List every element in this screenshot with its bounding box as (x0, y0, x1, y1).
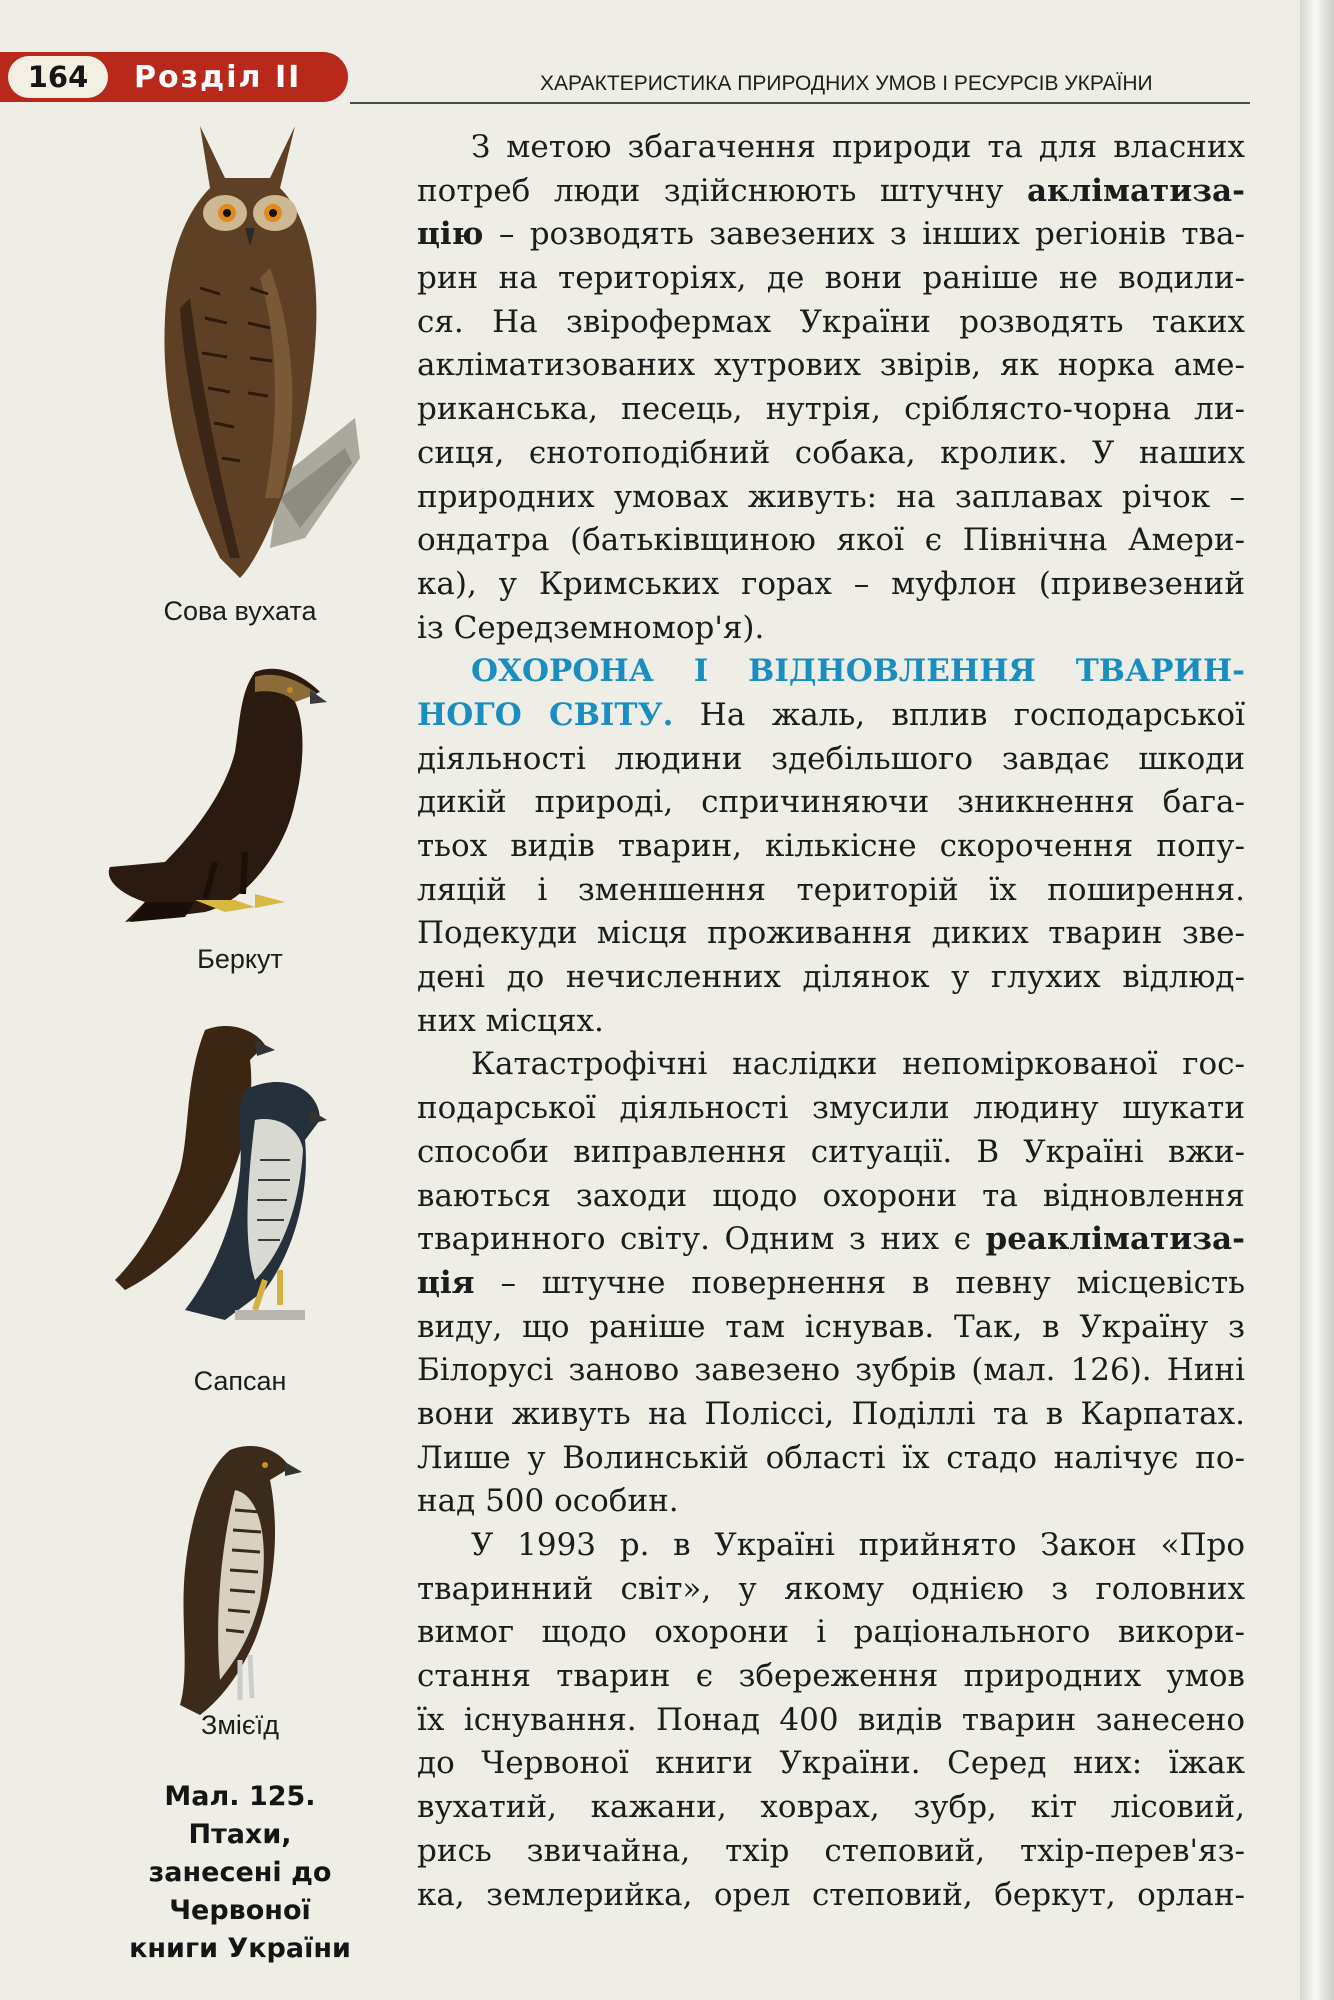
text-line: вимог щодо охорони і раціонального викори- (417, 1614, 1245, 1651)
text-line: ондатра (батьківщиною якої є Північна Амери- (417, 522, 1245, 559)
eagle-icon (105, 662, 355, 932)
text-line: подарської діяльності змусили людину шукати (417, 1090, 1245, 1127)
figure-caption-line: книги України (129, 1933, 351, 1964)
text-line: них місцях. (417, 1002, 604, 1039)
running-title: ХАРАКТЕРИСТИКА ПРИРОДНИХ УМОВ І РЕСУРСІВ УКРАЇНИ (540, 72, 1153, 95)
text-line: способи виправлення ситуації. В Україні вжи- (417, 1133, 1245, 1170)
owl-icon (130, 118, 360, 588)
text-line: акліматизованих хутрових звірів, як норка аме- (417, 347, 1245, 384)
text-line: діяльності людини здебільшого завдає шкоди (417, 740, 1245, 777)
section-label: Розділ II (134, 60, 302, 95)
text-line: цію – розводять завезених з інших регіонів тва- (417, 216, 1245, 253)
text-line: ляцій і зменшення територій їх поширення. (417, 871, 1245, 908)
header-rule (350, 102, 1250, 104)
text-line: із Середземномор'я). (417, 609, 765, 646)
text-line: виду, що раніше там існував. Так, в Україну з (417, 1308, 1245, 1345)
page-edge (1300, 0, 1334, 2000)
text-line: ка, землерийка, орел степовий, беркут, орлан- (417, 1876, 1245, 1913)
text-line: вони живуть на Поліссі, Поділлі та в Карпатах. (417, 1395, 1245, 1432)
bird-caption-eagle: Беркут (197, 944, 283, 974)
bird-caption-falcon: Сапсан (193, 1366, 287, 1396)
text-line: НОГО СВІТУ. На жаль, вплив господарської (417, 696, 1245, 733)
bird-caption-hawk: Змієїд (201, 1710, 279, 1740)
text-line: вухатий, кажани, ховрах, зубр, кіт лісовий, (417, 1789, 1245, 1826)
page-number: 164 (8, 56, 108, 98)
falcon-icon (105, 1020, 335, 1330)
text-line: природних умовах живуть: на заплавах річок – (417, 478, 1245, 515)
text-line: Лише у Волинській області їх стадо налічує по- (417, 1439, 1245, 1476)
text-line: тваринний світ», у якому однією з головних (417, 1570, 1245, 1607)
figure-caption-line: Птахи, (188, 1819, 292, 1850)
body-text (417, 126, 1245, 1917)
text-line: дикій природі, спричиняючи зникнення бага- (417, 784, 1245, 821)
text-line: тьох видів тварин, кількісне скорочення попу- (417, 828, 1245, 864)
text-line: стання тварин є збереження природних умов (417, 1658, 1245, 1695)
text-line: їх існування. Понад 400 видів тварин занесено (417, 1701, 1245, 1738)
text-line: до Червоної книги України. Серед них: їжак (417, 1745, 1245, 1782)
text-line: ваються заходи щодо охорони та відновлення (417, 1177, 1245, 1214)
figure-caption-line: занесені до (148, 1857, 332, 1888)
text-line: ка), у Кримських горах – муфлон (привезений (417, 565, 1245, 602)
hawk-icon (140, 1440, 310, 1720)
figure-caption-line: Червоної (169, 1895, 311, 1926)
term-reacclimatization: реакліматиза- (985, 1221, 1245, 1258)
text-line: тваринного світу. Одним з них є реакліматиза- (417, 1221, 1245, 1258)
figure-caption (110, 1778, 370, 1968)
text-line: Білорусі заново завезено зубрів (мал. 126). Нині (417, 1352, 1245, 1389)
text-line: ся. На звірофермах України розводять таких (417, 303, 1245, 340)
section-heading: ОХОРОНА І ВІДНОВЛЕННЯ ТВАРИН- (471, 653, 1245, 690)
text-line: рись звичайна, тхір степовий, тхір-перев'яз- (417, 1832, 1245, 1869)
text-line: риканська, песець, нутрія, сріблясто-чорна ли- (417, 391, 1245, 428)
text-line: Подекуди місця проживання диких тварин зве- (417, 915, 1245, 952)
text-line: потреб люди здійснюють штучну акліматиза- (417, 172, 1245, 209)
text-line: над 500 особин. (417, 1483, 679, 1520)
text-line: З метою збагачення природи та для власних (471, 129, 1245, 165)
term-reacclimatization-end: ція (417, 1264, 475, 1301)
text-line: дені до нечисленних ділянок у глухих відлюд- (417, 959, 1245, 996)
text-line: Катастрофічні наслідки непоміркованої гос- (471, 1046, 1245, 1083)
text-line: сиця, єнотоподібний собака, кролик. У наших (417, 434, 1245, 471)
term-acclimatization-end: цію (417, 216, 484, 253)
term-acclimatization: акліматиза- (1026, 172, 1245, 209)
text-line: ція – штучне повернення в певну місцевість (417, 1264, 1245, 1301)
bird-caption-owl: Сова вухата (163, 596, 317, 626)
figure-caption-line: Мал. 125. (164, 1781, 316, 1812)
text-line: У 1993 р. в Україні прийнято Закон «Про (471, 1527, 1245, 1563)
text-line: рин на територіях, де вони раніше не водили- (417, 260, 1245, 297)
